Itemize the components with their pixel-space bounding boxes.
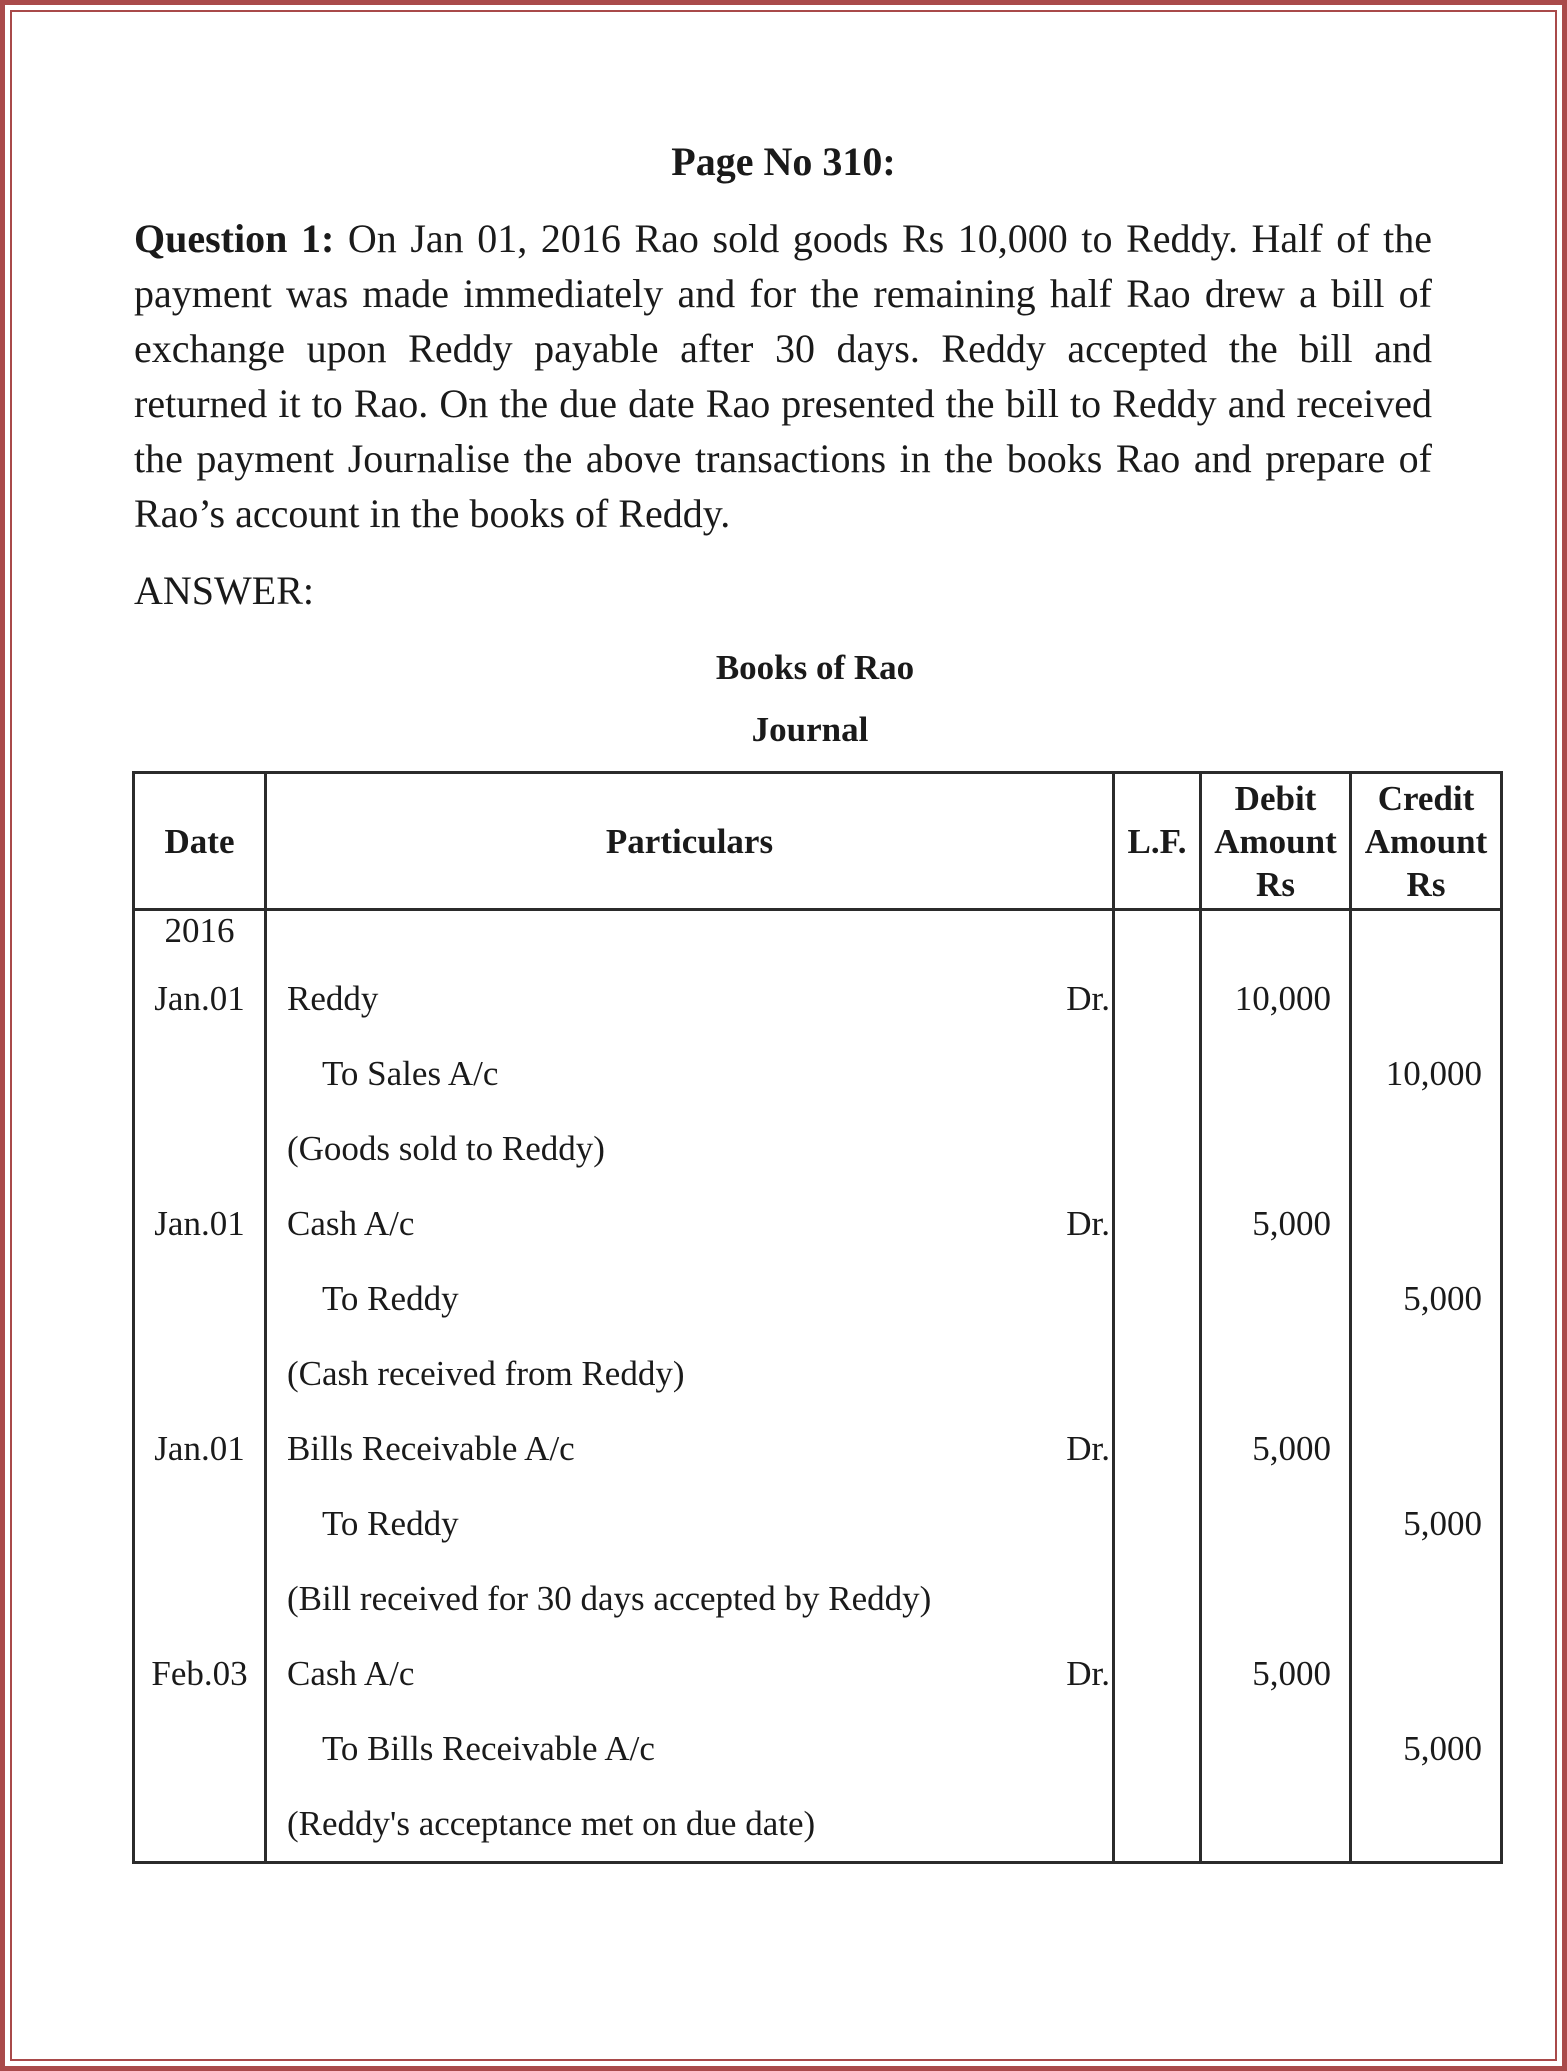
- credit-cell: 5,000: [1351, 1711, 1502, 1786]
- table-row: [134, 1336, 1502, 1411]
- debit-cell: [1201, 1261, 1351, 1336]
- date-cell: [134, 1036, 266, 1111]
- particulars-cell: To Reddy: [266, 1261, 1114, 1336]
- question-paragraph: [134, 211, 1432, 541]
- table-row: [134, 1261, 1502, 1336]
- table-row: [134, 1111, 1502, 1186]
- date-cell: Jan.01: [134, 1411, 266, 1486]
- table-row: [134, 1786, 1502, 1863]
- lf-cell: [1114, 1411, 1201, 1486]
- header-particulars: Particulars: [266, 773, 1114, 910]
- table-row: [134, 1711, 1502, 1786]
- debit-cell: 5,000: [1201, 1636, 1351, 1711]
- table-row: [134, 1411, 1502, 1486]
- particulars-cell: [266, 961, 1114, 1036]
- dr-marker: Dr.: [1066, 978, 1110, 1018]
- particulars-cell: (Bill received for 30 days accepted by Reddy): [266, 1561, 1114, 1636]
- debit-cell: [1201, 1486, 1351, 1561]
- books-title: Books of Rao: [715, 648, 915, 687]
- lf-cell: [1114, 1036, 1201, 1111]
- credit-cell: [1351, 1786, 1502, 1863]
- header-debit-line3: Rs: [1256, 864, 1295, 904]
- date-cell: [134, 1111, 266, 1186]
- year-cell: 2016: [134, 910, 266, 962]
- lf-cell: [1114, 1486, 1201, 1561]
- date-cell: [134, 1561, 266, 1636]
- debit-cell: [1201, 1336, 1351, 1411]
- debit-cell: 5,000: [1201, 1186, 1351, 1261]
- debit-cell: [1201, 1111, 1351, 1186]
- debit-cell: [1201, 1786, 1351, 1863]
- date-cell: Jan.01: [134, 1186, 266, 1261]
- table-row: [134, 1486, 1502, 1561]
- table-row: [134, 1561, 1502, 1636]
- question-text: On Jan 01, 2016 Rao sold goods Rs 10,000 to Reddy. Half of the payment was made immediately and for the remaining half Rao drew a bill of exchange upon Reddy payable after 30 days. Reddy accepted the bill and returned it to Rao. On the due date Rao presented the bill to Reddy and received the payment Journalise the above transactions in the books Rao and prepare of Rao’s account in the books of Reddy.: [134, 216, 1432, 536]
- credit-cell: [1351, 1336, 1502, 1411]
- lf-cell: [1114, 1336, 1201, 1411]
- particulars-cell: To Reddy: [266, 1486, 1114, 1561]
- lf-cell: [1114, 1636, 1201, 1711]
- lf-cell: [1114, 961, 1201, 1036]
- table-header-row: [134, 773, 1502, 910]
- dr-marker: Dr.: [1066, 1428, 1110, 1468]
- header-credit-line1: Credit: [1377, 778, 1475, 818]
- credit-cell: [1351, 1411, 1502, 1486]
- question-label: Question 1:: [134, 216, 335, 261]
- journal-table: [132, 771, 1503, 1864]
- date-cell: Feb.03: [134, 1636, 266, 1711]
- header-debit-line1: Debit: [1234, 778, 1317, 818]
- credit-cell: 5,000: [1351, 1261, 1502, 1336]
- date-cell: Jan.01: [134, 961, 266, 1036]
- header-credit-amount: [1351, 773, 1502, 910]
- table-row-year: [134, 910, 1502, 962]
- debit-cell: [1201, 1711, 1351, 1786]
- credit-cell: [1351, 1186, 1502, 1261]
- table-row: [134, 1036, 1502, 1111]
- particulars-cell: (Cash received from Reddy): [266, 1336, 1114, 1411]
- particulars-cell: [266, 1411, 1114, 1486]
- particulars-cell: (Goods sold to Reddy): [266, 1111, 1114, 1186]
- header-credit-line3: Rs: [1406, 864, 1446, 904]
- particulars-cell: To Bills Receivable A/c: [266, 1711, 1114, 1786]
- credit-cell: 5,000: [1351, 1486, 1502, 1561]
- debit-cell: 10,000: [1201, 961, 1351, 1036]
- credit-cell: [1351, 1111, 1502, 1186]
- lf-cell: [1114, 1111, 1201, 1186]
- lf-cell: [1114, 1261, 1201, 1336]
- debit-cell: 5,000: [1201, 1411, 1351, 1486]
- header-debit-amount: [1201, 773, 1351, 910]
- particulars-cell: [266, 1186, 1114, 1261]
- header-lf: L.F.: [1114, 773, 1201, 910]
- answer-label: ANSWER:: [134, 568, 314, 613]
- particulars-text: Reddy: [287, 978, 379, 1018]
- table-row: [134, 961, 1502, 1036]
- debit-cell: [1201, 1036, 1351, 1111]
- dr-marker: Dr.: [1066, 1653, 1110, 1693]
- header-debit-line2: Amount: [1214, 821, 1337, 861]
- lf-cell: [1114, 1186, 1201, 1261]
- lf-cell: [1114, 1786, 1201, 1863]
- date-cell: [134, 1486, 266, 1561]
- date-cell: [134, 1336, 266, 1411]
- date-cell: [134, 1711, 266, 1786]
- credit-cell: [1351, 1561, 1502, 1636]
- credit-cell: [1351, 1636, 1502, 1711]
- date-cell: [134, 1786, 266, 1863]
- particulars-text: Cash A/c: [287, 1203, 415, 1243]
- particulars-cell: [266, 1636, 1114, 1711]
- date-cell: [134, 1261, 266, 1336]
- table-row: [134, 1186, 1502, 1261]
- table-row: [134, 1636, 1502, 1711]
- particulars-cell: (Reddy's acceptance met on due date): [266, 1786, 1114, 1863]
- dr-marker: Dr.: [1066, 1203, 1110, 1243]
- credit-cell: 10,000: [1351, 1036, 1502, 1111]
- lf-cell: [1114, 1711, 1201, 1786]
- debit-cell: [1201, 1561, 1351, 1636]
- lf-cell: [1114, 1561, 1201, 1636]
- header-date: Date: [134, 773, 266, 910]
- journal-title: Journal: [751, 710, 869, 749]
- credit-cell: [1351, 961, 1502, 1036]
- header-credit-line2: Amount: [1364, 821, 1488, 861]
- page-heading: Page No 310:: [671, 139, 896, 184]
- particulars-text: Cash A/c: [287, 1653, 415, 1693]
- particulars-text: Bills Receivable A/c: [287, 1428, 575, 1468]
- particulars-cell: To Sales A/c: [266, 1036, 1114, 1111]
